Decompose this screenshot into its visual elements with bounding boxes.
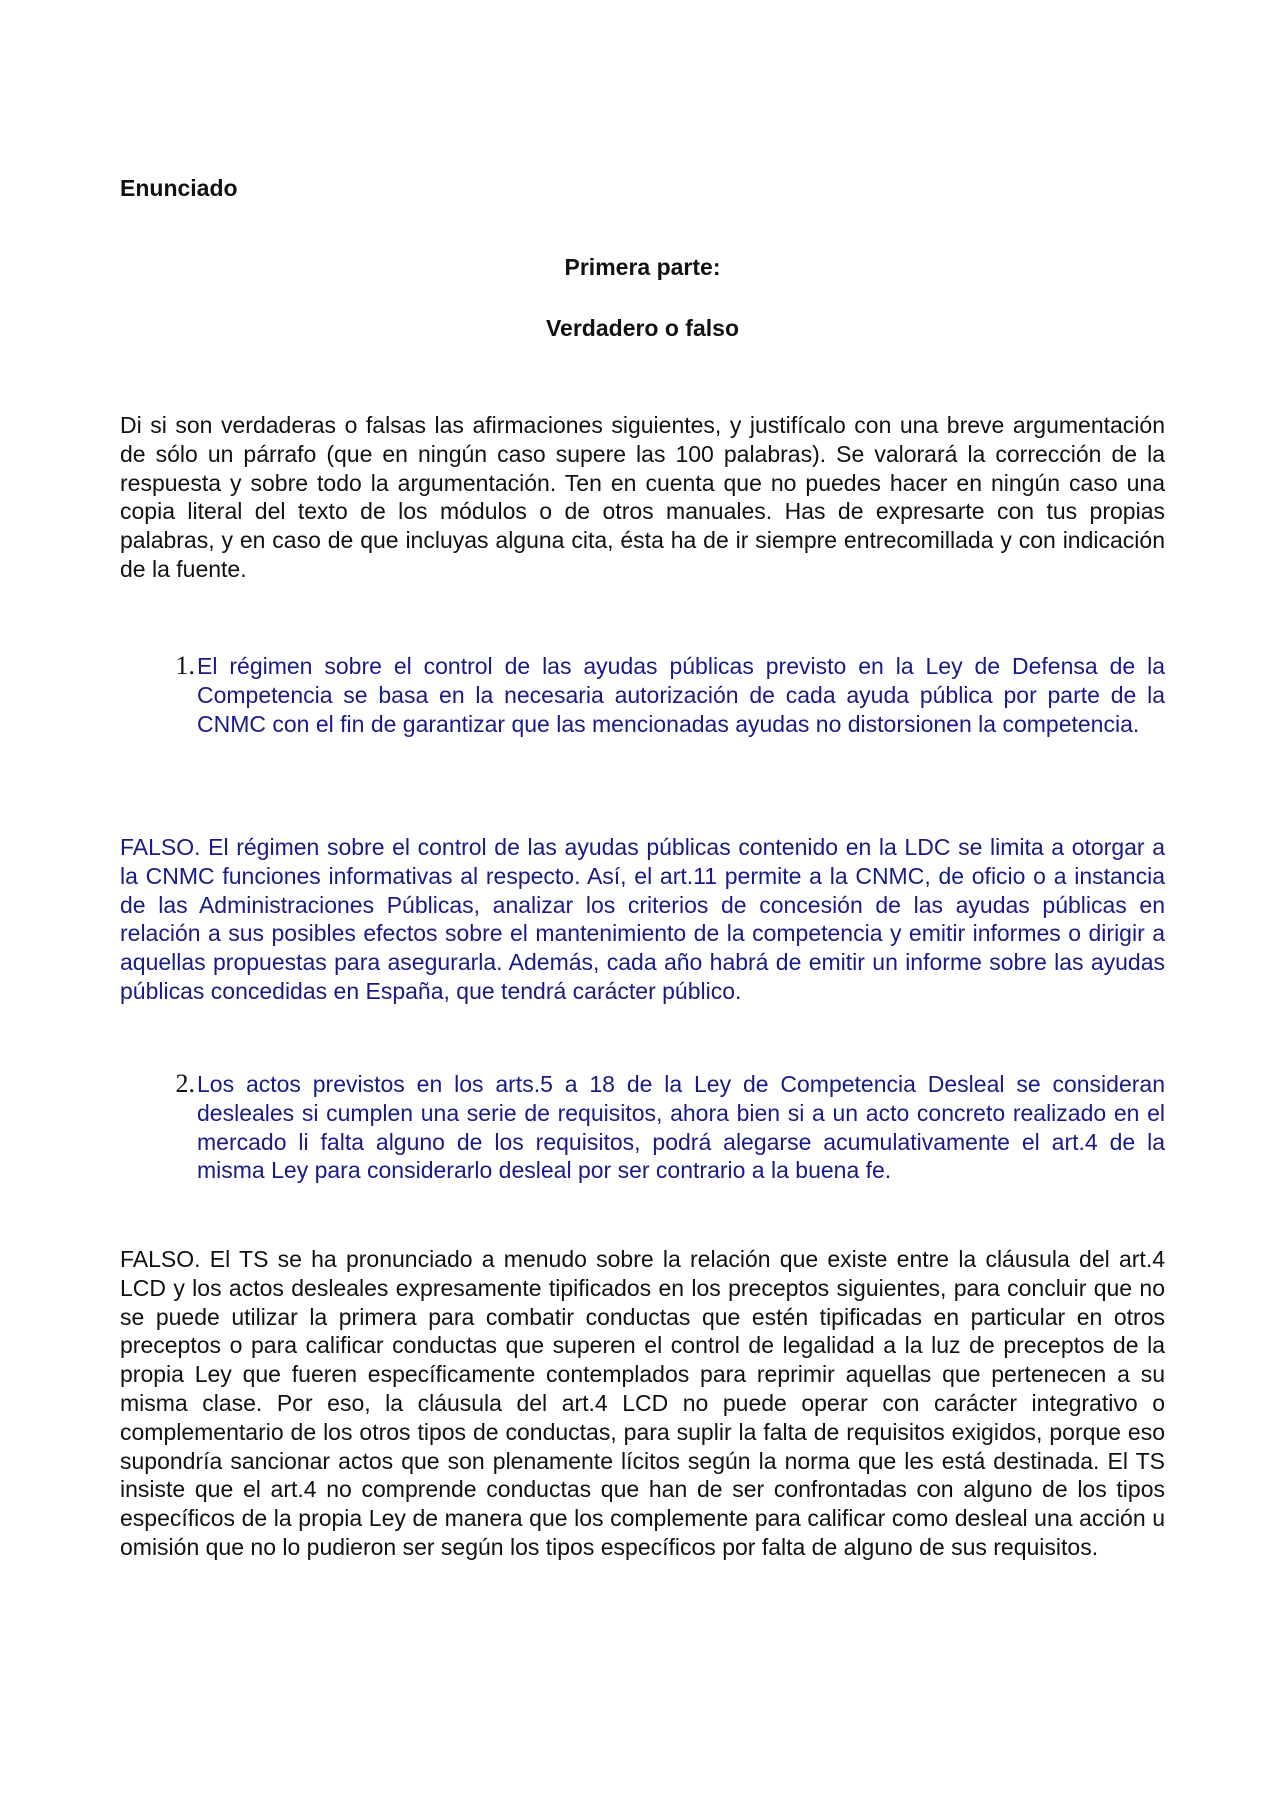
- answer-paragraph-1: FALSO. El régimen sobre el control de las ayudas públicas contenido en la LDC se limita a otorgar a la CNMC funciones informativas al respecto. Así, el art.11 permite a la CNMC, de oficio o a instancia de las Administraciones Públicas, analizar los criterios de concesión de las ayudas públicas en relación a sus posibles efectos sobre el mantenimiento de la competencia y emitir informes o dirigir a aquellas propuestas para asegurarla. Además, cada año habrá de emitir un informe sobre las ayudas públicas concedidas en España, que tendrá carácter público.: [120, 834, 1165, 1004]
- question-number: 1.: [175, 651, 195, 680]
- instructions-paragraph: Di si son verdaderas o falsas las afirmaciones siguientes, y justifícalo con una breve argumentación de sólo un párrafo (que en ningún caso supere las 100 palabras). Se valorará la corrección de la respuesta y sobre todo la argumentación. Ten en cuenta que no puedes hacer en ningún caso una copia literal del texto de los módulos o de otros manuales. Has de expresarte con tus propias palabras, y en caso de que incluyas alguna cita, ésta ha de ir siempre entrecomillada y con indicación de la fuente.: [120, 412, 1165, 582]
- answer-paragraph-2: FALSO. El TS se ha pronunciado a menudo sobre la relación que existe entre la cláusula del art.4 LCD y los actos desleales expresamente tipificados en los preceptos siguientes, para concluir que no se puede utilizar la primera para combatir conductas que estén tipificadas en particular en otros preceptos o para calificar conductas que superen el control de legalidad a la luz de preceptos de la propia Ley que fueren específicamente contemplados para reprimir aquellas que pertenecen a su misma clase. Por eso, la cláusula del art.4 LCD no puede operar con carácter integrativo o complementario de los otros tipos de conductas, para suplir la falta de requisitos exigidos, porque eso supondría sancionar actos que son plenamente lícitos según la norma que les está destinada. El TS insiste que el art.4 no comprende conductas que han de ser confrontadas con alguno de los tipos específicos de la propia Ley de manera que los complemente para calificar como desleal una acción u omisión que no lo pudieron ser según los tipos específicos por falta de alguno de sus requisitos.: [120, 1246, 1165, 1560]
- document-heading: Enunciado: [120, 175, 238, 201]
- question-statement: Los actos previstos en los arts.5 a 18 de la Ley de Competencia Desleal se consideran desleales si cumplen una serie de requisitos, ahora bien si a un acto concreto realizado en el mercado li falta alguno de los requisitos, podrá alegarse acumulativamente el art.4 de la misma Ley para considerarlo desleal por ser contrario a la buena fe.: [197, 1071, 1165, 1184]
- part-subtitle: Verdadero o falso: [545, 315, 739, 341]
- part-title: Primera parte:: [564, 254, 721, 280]
- question-statement: El régimen sobre el control de las ayudas públicas previsto en la Ley de Defensa de la Competencia se basa en la necesaria autorización de cada ayuda pública por parte de la CNMC con el fin de garantizar que las mencionadas ayudas no distorsionen la competencia.: [197, 653, 1165, 737]
- question-number: 2.: [175, 1069, 195, 1098]
